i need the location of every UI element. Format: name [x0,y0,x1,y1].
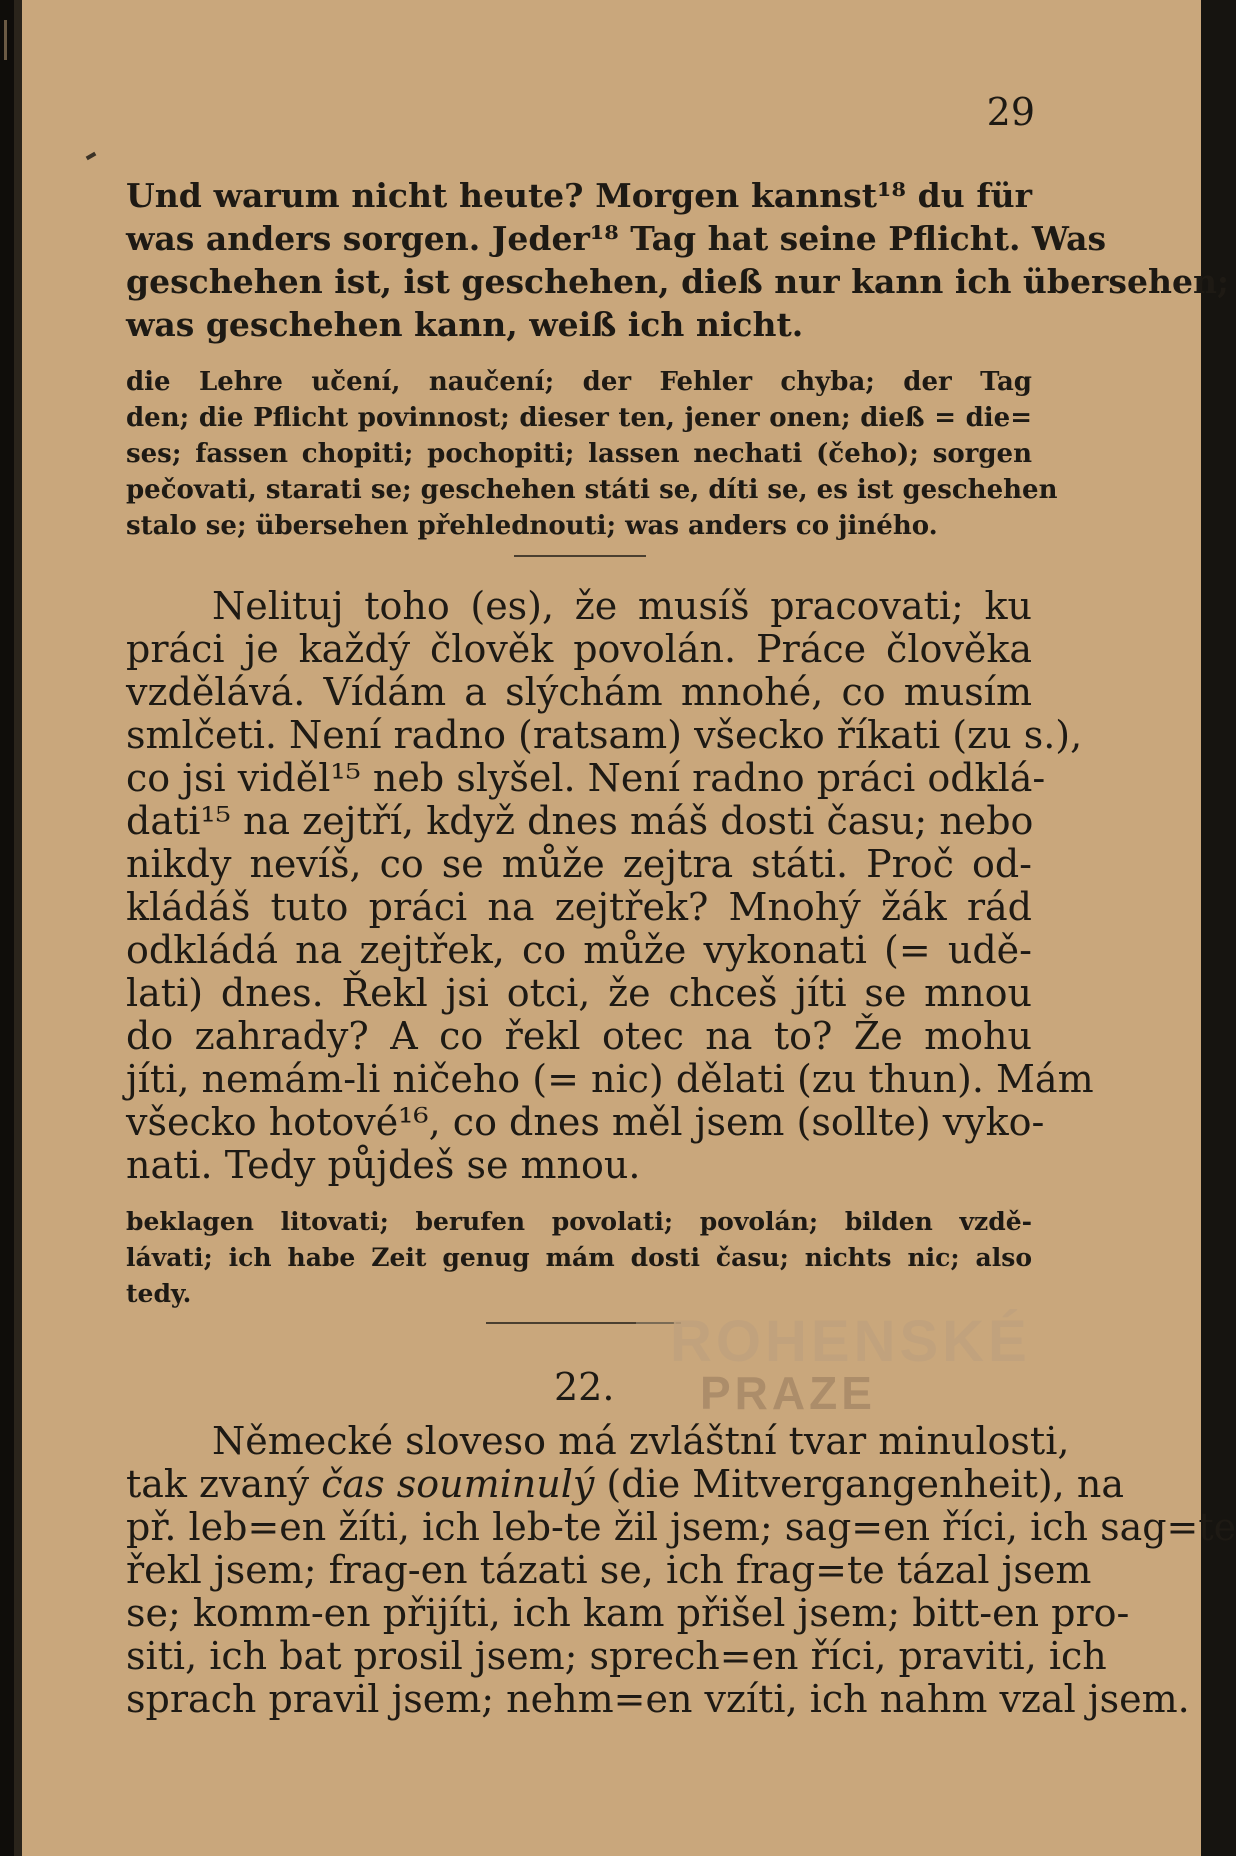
text-line: práci je každý člověk povolán. Práce člověka [126,627,1032,671]
gloss-line: lávati; ich habe Zeit genug mám dosti času; nichts nic; also [126,1243,1032,1272]
text-line: Und warum nicht heute? Morgen kannst¹⁸ du für [126,176,1032,215]
italic-term: čas souminulý [321,1462,595,1506]
text-line: geschehen ist, ist geschehen, dieß nur kann ich übersehen; [126,262,1230,301]
text-line: odkládá na zejtřek, co může vykonati (= udě- [126,928,1032,972]
book-binding-edge [0,0,14,1856]
text-line: sprach pravil jsem; nehm=en vzíti, ich nahm vzal jsem. [126,1677,1190,1721]
text-line: was geschehen kann, weiß ich nicht. [126,305,804,344]
text-line: př. leb=en žíti, ich leb-te žil jsem; sag=en říci, ich sag=te [126,1505,1236,1549]
library-stamp-line-2: PRAZE [700,1367,876,1419]
text-line-with-term [126,1462,1124,1506]
text-segment: (die Mitvergangenheit), na [594,1462,1124,1506]
page-gutter [14,0,22,1856]
gloss-line: stalo se; übersehen přehlednouti; was anders co jiného. [126,511,938,541]
text-line: se; komm-en přijíti, ich kam přišel jsem; bitt-en pro- [126,1591,1130,1635]
text-segment: tak zvaný [126,1462,322,1506]
grammar-paragraph [126,1419,1236,1721]
czech-exercise-paragraph [126,584,1094,1187]
text-line: kládáš tuto práci na zejtřek? Mnohý žák rád [126,885,1032,929]
text-line: was anders sorgen. Jeder¹⁸ Tag hat seine Pflicht. Was [126,219,1107,258]
text-line: lati) dnes. Řekl jsi otci, že chceš jíti se mnou [126,971,1032,1015]
text-line: Německé sloveso má zvláštní tvar minulosti, [212,1419,1070,1463]
vocabulary-gloss-1 [126,364,1058,544]
gloss-line: die Lehre učení, naučení; der Fehler chyba; der Tag [126,367,1032,397]
section-number: 22. [554,1365,615,1409]
text-line: nati. Tedy půjdeš se mnou. [126,1143,641,1187]
library-stamp-line-1: ROHENSKÉ [670,1309,1031,1374]
text-line: nikdy nevíš, co se může zejtra státi. Proč od- [126,842,1032,886]
divider-rule [514,555,646,557]
gloss-line: pečovati, starati se; geschehen státi se, díti se, es ist geschehen [126,475,1058,505]
gloss-line: tedy. [126,1279,192,1308]
text-line: dati¹⁵ na zejtří, když dnes máš dosti času; nebo [126,799,1034,843]
binding-mark [4,20,7,60]
text-line: smlčeti. Není radno (ratsam) všecko říkati (zu s.), [126,713,1083,757]
text-line: siti, ich bat prosil jsem; sprech=en říci, praviti, ich [126,1634,1107,1678]
text-line: jíti, nemám-li ničeho (= nic) dělati (zu thun). Mám [126,1057,1094,1101]
text-line: co jsi viděl¹⁵ neb slyšel. Není radno práci odklá- [126,756,1046,800]
gloss-line: ses; fassen chopiti; pochopiti; lassen nechati (čeho); sorgen [126,439,1032,469]
page-number: 29 [986,90,1035,134]
text-line: všecko hotové¹⁶, co dnes měl jsem (sollte) vyko- [126,1100,1045,1144]
vocabulary-gloss-2 [126,1204,1032,1312]
german-text-block [126,174,1230,346]
text-line: Nelituj toho (es), že musíš pracovati; ku [212,584,1032,628]
text-line: vzdělává. Vídám a slýchám mnohé, co musím [126,670,1032,714]
text-line: do zahrady? A co řekl otec na to? Že mohu [126,1014,1032,1058]
gloss-line: den; die Pflicht povinnost; dieser ten, jener onen; dieß = die= [126,403,1032,433]
gloss-line: beklagen litovati; berufen povolati; povolán; bilden vzdě- [126,1207,1032,1236]
text-line: řekl jsem; frag-en tázati se, ich frag=te tázal jsem [126,1548,1092,1592]
